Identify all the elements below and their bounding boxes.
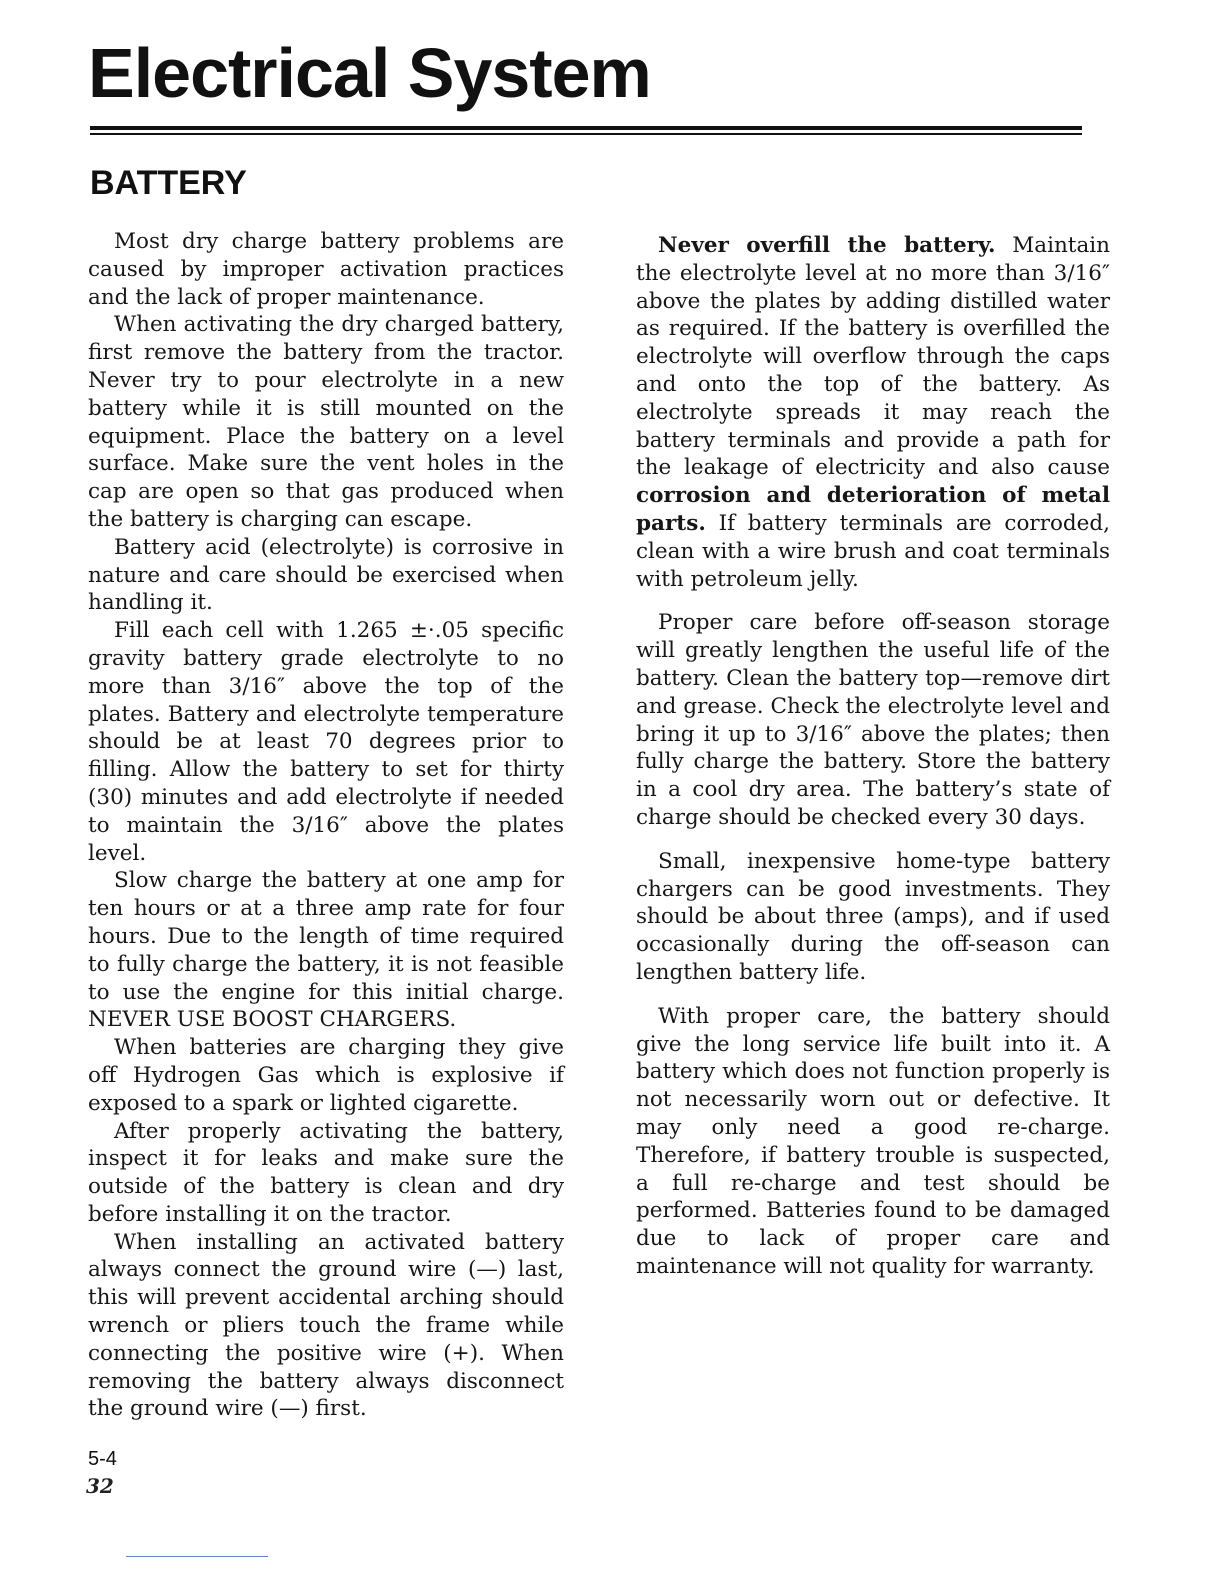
paragraph: When installing an activated battery always connect the ground wire (—) last, this will prevent accidental arching should wrench or pliers touch the frame while connecting the positive wire (+). When removing the battery always disconnect the ground wire (—) first. [88,1229,564,1422]
paragraph: Most dry charge battery problems are caused by improper activation practices and the lack of proper maintenance. [88,229,564,310]
paragraph: Slow charge the battery at one amp for ten hours or at a three amp rate for four hours. Due to the length of time required to fully charge the battery, it is not feasible to use the engine for this initial charge. NEVER USE BOOST CHARGERS. [88,868,564,1033]
bold-emphasis: corrosion and deterioration of metal parts. [636,483,1110,536]
handwritten-note: 32 [86,1474,114,1498]
paragraph: Battery acid (electrolyte) is corrosive in nature and care should be exercised when handling it. [88,534,564,616]
page-title: Electrical System [88,34,651,112]
bold-warning: Never overfill the battery. [658,233,996,258]
section-heading: BATTERY [90,164,247,202]
paragraph-text: If battery terminals are corroded, clean with a wire brush and coat terminals with petroleum jelly. [636,510,1110,592]
paragraph: When batteries are charging they give off Hydrogen Gas which is explosive if exposed to a spark or lighted cigarette. [88,1035,564,1116]
scan-artifact-line [126,1556,268,1557]
title-divider [90,126,1082,130]
paragraph-text: Maintain the electrolyte level at no more than 3/16″ above the plates by adding distilled water as required. If the battery is overfilled the electrolyte will overflow through the caps and onto the top of the battery. As electrolyte spreads it may reach the battery terminals and provide a path for the leakage of electricity and also cause [636,233,1110,481]
paragraph: With proper care, the battery should give the long service life built into it. A battery which does not function properly is not necessarily worn out or defective. It may only need a good re-charge. Therefore, if battery trouble is suspected, a full re-charge and test should be performed. Batteries found to be damaged due to lack of proper care and maintenance will not quality for warranty. [636,1003,1110,1279]
paragraph: When activating the dry charged battery, first remove the battery from the tractor. Never try to pour electrolyte in a new battery while it is still mounted on the equipment. Place the battery on a level surface. Make sure the vent holes in the cap are open so that gas produced when the battery is charging can escape. [88,312,564,532]
paragraph: Small, inexpensive home-type battery chargers can be good investments. They should be about three (amps), and if used occasionally during the off-season can lengthen battery life. [636,848,1110,985]
paragraph: Proper care before off-season storage will greatly lengthen the useful life of the battery. Clean the battery top—remove dirt and grease. Check the electrolyte level and bring it up to 3/16″ above the plates; then fully charge the battery. Store the battery in a cool dry area. The battery’s state of charge should be checked every 30 days. [636,610,1110,830]
left-column [88,228,564,1423]
paragraph-overfill-warning [636,232,1110,593]
title-divider-thin [90,133,1082,135]
paragraph: After properly activating the battery, inspect it for leaks and make sure the outside of the battery is clean and dry before installing it on the tractor. [88,1118,564,1227]
right-column [636,228,1110,1297]
page-number: 5-4 [88,1448,117,1470]
paragraph: Fill each cell with 1.265 ±·.05 specific gravity battery grade electrolyte to no more than 3/16″ above the top of the plates. Battery and electrolyte temperature should be at least 70 degrees prior to filling. Allow the battery to set for thirty (30) minutes and add electrolyte if needed to maintain the 3/16″ above the plates level. [88,618,564,866]
